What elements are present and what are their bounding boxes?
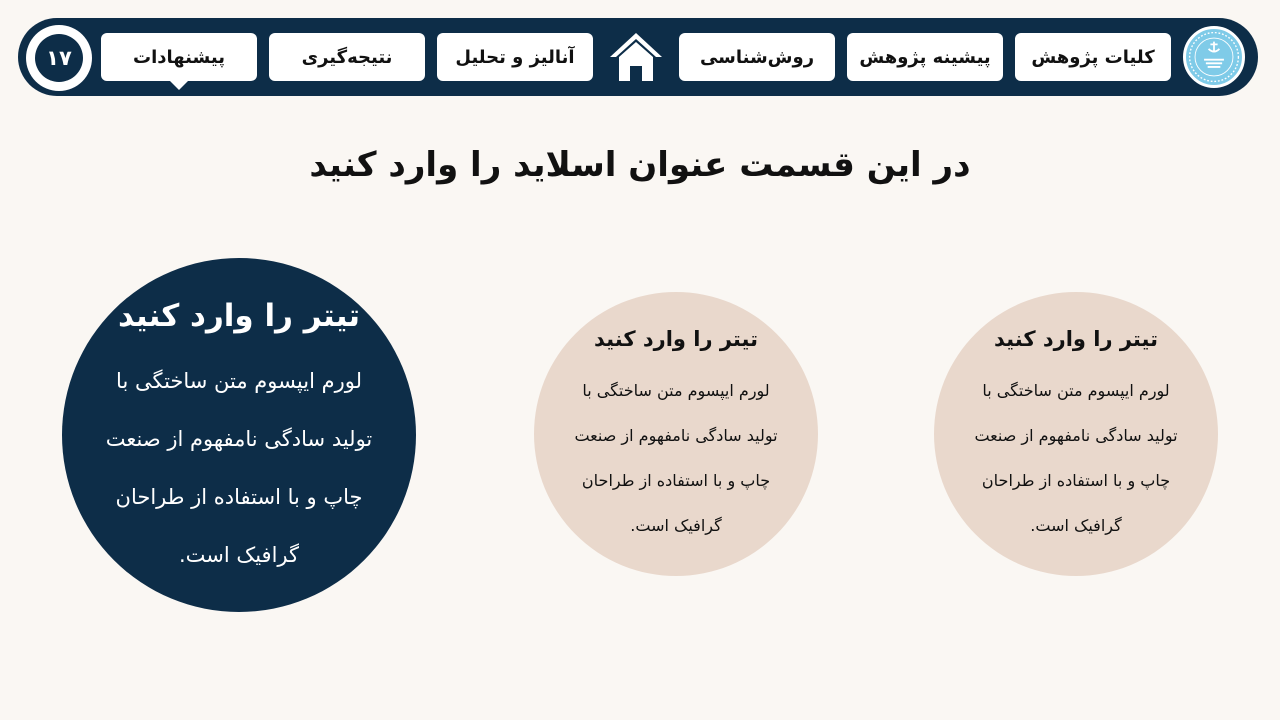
page-number: ۱۷ xyxy=(35,34,83,82)
card-title: تیتر را وارد کنید xyxy=(994,327,1158,351)
tab-suggestions-label: پیشنهادات xyxy=(133,46,225,68)
slide-title: در این قسمت عنوان اسلاید را وارد کنید xyxy=(309,145,971,185)
card-body xyxy=(106,352,373,584)
page-number-badge xyxy=(26,25,92,91)
card-body-line: گرافیک است. xyxy=(179,543,299,567)
card-body-line: لورم ایپسوم متن ساختگی با xyxy=(116,369,362,393)
card-body-line: لورم ایپسوم متن ساختگی با xyxy=(982,381,1170,400)
card-title: تیتر را وارد کنید xyxy=(594,327,758,351)
card-body-line: تولید سادگی نامفهوم از صنعت xyxy=(974,426,1178,445)
card-body xyxy=(574,368,777,548)
tab-analysis[interactable]: آنالیز و تحلیل xyxy=(437,33,593,81)
card-body-line: چاپ و با استفاده از طراحان xyxy=(115,485,363,509)
card-body-line: چاپ و با استفاده از طراحان xyxy=(581,471,771,490)
tab-suggestions[interactable] xyxy=(101,33,257,81)
home-button[interactable] xyxy=(607,29,665,85)
card-right xyxy=(934,292,1218,576)
card-body xyxy=(974,368,1177,548)
tab-conclusion[interactable]: نتیجه‌گیری xyxy=(269,33,425,81)
card-body-line: گرافیک است. xyxy=(630,516,722,535)
card-body-line: تولید سادگی نامفهوم از صنعت xyxy=(105,427,373,451)
card-title: تیتر را وارد کنید xyxy=(118,298,360,334)
home-icon xyxy=(607,29,665,85)
card-body-line: گرافیک است. xyxy=(1030,516,1122,535)
card-body-line: چاپ و با استفاده از طراحان xyxy=(981,471,1171,490)
card-highlighted xyxy=(62,258,416,612)
tab-literature[interactable]: پیشینه پژوهش xyxy=(847,33,1003,81)
card-body-line: تولید سادگی نامفهوم از صنعت xyxy=(574,426,778,445)
active-tab-indicator xyxy=(169,80,189,90)
card-body-line: لورم ایپسوم متن ساختگی با xyxy=(582,381,770,400)
tab-methodology[interactable]: روش‌شناسی xyxy=(679,33,835,81)
university-logo-icon[interactable] xyxy=(1183,26,1245,88)
card-middle xyxy=(534,292,818,576)
tab-overview[interactable]: کلیات پژوهش xyxy=(1015,33,1171,81)
